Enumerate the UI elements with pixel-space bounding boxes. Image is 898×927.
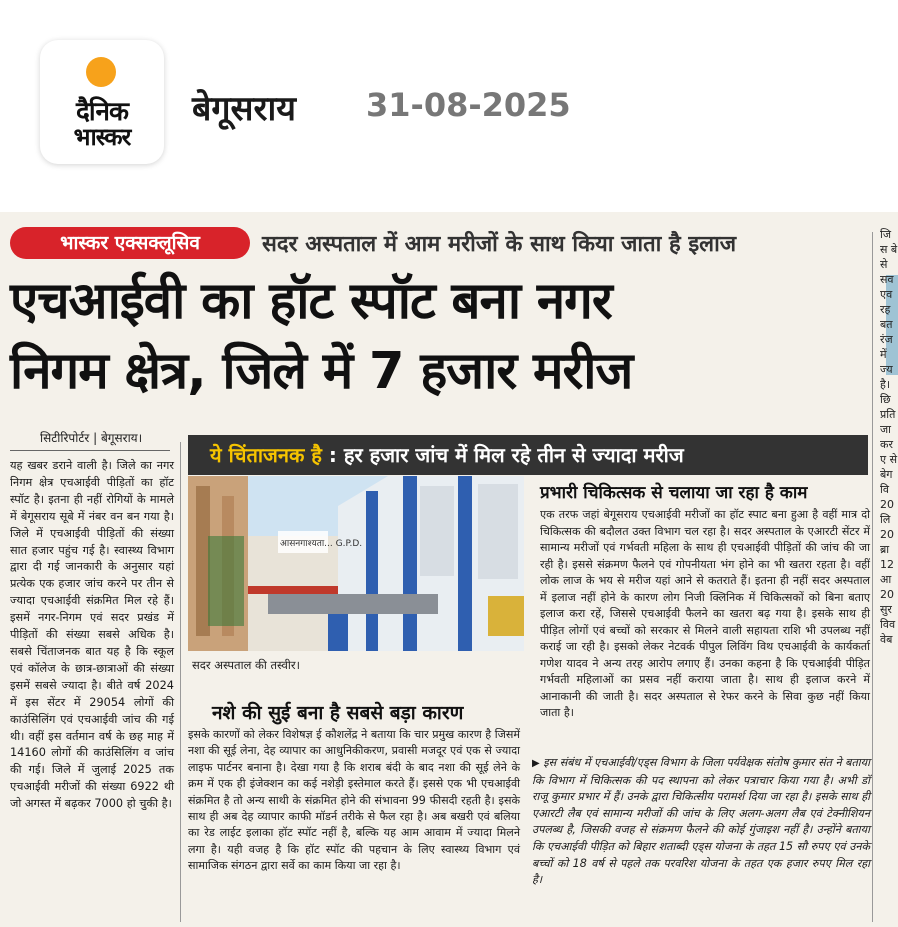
logo-text-line2: भास्कर — [73, 123, 131, 151]
hospital-photo — [188, 476, 524, 651]
edition-city: बेगूसराय — [192, 89, 296, 129]
newspaper-clipping — [0, 212, 898, 927]
subhead-text: : हर हजार जांच में मिल रहे तीन से ज्यादा मरीज — [328, 443, 684, 467]
headline — [10, 267, 880, 407]
right-column-body-2-text: इस संबंध में एचआईवी/एड्स विभाग के जिला पर्यवेक्षक संतोष कुमार संत ने बताया कि विभाग में चिकित्सक की पद स्थापना को लेकर पत्राचार किया गया है। अभी डॉ राजू कुमार प्रभार में हैं। उनके द्वारा चिकित्सीय परामर्श दिया जा रहा है। इसके साथ ही एआरटी लैब एवं सामान्य मरीजों की जांच के लिए अलग-अलग लैब एवं टेक्नीशियन उपलब्ध है, जिसकी वजह से संक्रमण फैलने की कोई गुंजाइश नहीं है। उन्होंने बताया कि एचआईवी पीड़ित को बिहार शताब्दी एड्स योजना के तहत 15 सौ रुपए एवं उनके बच्चों को 18 वर्ष से पहले तक परवरिश योजना के तहत एक हजार रुपए मिल रहा है। — [532, 756, 870, 887]
photo-caption: सदर अस्पताल की तस्वीर। — [192, 658, 300, 672]
right-section-heading: प्रभारी चिकित्सक से चलाया जा रहा है काम — [540, 483, 808, 503]
exclusive-badge: भास्कर एक्सक्लूसिव — [10, 227, 250, 259]
headline-line-1: एचआईवी का हॉट स्पॉट बना नगर — [10, 272, 612, 331]
column-divider — [180, 442, 181, 922]
subhead-bar — [188, 435, 868, 475]
right-column-body-2 — [532, 755, 870, 889]
edition-date: 31-08-2025 — [366, 86, 571, 124]
column-divider — [872, 232, 873, 922]
left-column-body: यह खबर डराने वाली है। जिले का नगर निगम क्षेत्र एचआईवी पीड़ितों का हॉट स्पॉट है। इतना ही नहीं रोगियों के मामले में बेगूसराय सूबे में नंबर वन बन गया है। जिले में एचआईवी पीड़ितों की संख्या सात हजार पहुंच गई है। स्वास्थ्य विभाग द्वारा दी गई जानकारी के अनुसार यहां प्रत्येक एक हजार जांच करने पर तीन से ज्यादा एचआईवी संक्रमित मिल रहे हैं। इसमें नगर-निगम एवं सदर प्रखंड में पीड़ितों की संख्या सबसे अधिक है। सबसे चिंताजनक बात यह है कि स्कूल एवं कॉलेज के छात्र-छात्राओं की संख्या इसमें सबसे ज्यादा है। बीते वर्ष 2024 में इस सेंटर में 29054 लोगों की काउंसिलिंग एवं एचआईवी जांच की गई थी। वहीं इस वर्तमान वर्ष के छह माह में 14160 लोगों की काउंसिलिंग व जांच की गई। जिले में जुलाई 2025 तक एचआईवी मरीजों की संख्या 6922 थी जो अगस्त में बढ़कर 7000 हो चुकी है। — [10, 459, 174, 811]
right-column-body: एक तरफ जहां बेगूसराय एचआईवी मरीजों का हॉट स्पाट बना हुआ है वहीं मात्र दो चिकित्सक की बदौलत उक्त विभाग चल रहा है। सदर अस्पताल के एआरटी सेंटर में सामान्य मरीजों एवं गर्भवती महिला के साथ ही एचआईवी पीड़ितों की जांच की जा रही है। इससे संक्रमण फैलने एवं गोपनीयता भंग होने का भी खतरा रहता है। वहीं लोक लाज के भय से मरीज यहां आने से कतराते हैं। इतना ही नहीं सदर अस्पताल में इलाज नहीं होने के कारण लोग निजी क्लिनिक में चिकित्सकों को बिना बताए इलाज करा रहें, जिससे एचआईवी फैलने का खतरा बढ़ गया है। इसके साथ ही पीड़ित लोगों एवं बच्चों को सरकार से मिलने वाली सहायता राशि भी उपलब्ध नहीं कराई जा रही है। इसको लेकर नेटवर्क पीपुल लिविंग विथ एचआईवी के कार्यकर्ता गणेश यादव ने अन्य तरह आरोप लगाए हैं। उनका कहना है कि एचआईवी पीड़ित गर्भवती महिलाओं का प्रसव नहीं कराया जाता है। साथ ही इलाज करने में आनाकानी की जाती है। सदर अस्पताल से रेफर करने के सिवा कुछ नहीं किया जाता है। — [540, 508, 870, 719]
sun-icon — [86, 57, 116, 87]
dainik-bhaskar-logo[interactable] — [40, 40, 164, 164]
photo-sign-text: आसनगाश्यता... G.P.D. — [280, 539, 363, 549]
section-heading: नशे की सुई बना है सबसे बड़ा कारण — [212, 702, 464, 724]
header-bar — [0, 0, 898, 200]
logo-text-line1: दैनिक — [76, 97, 128, 127]
divider — [10, 450, 170, 451]
middle-column-body: इसके कारणों को लेकर विशेषज्ञ ई कौशलेंद्र ने बताया कि चार प्रमुख कारण है जिसमें नशा की सूई लेना, देह व्यापार का आधुनिकीकरण, प्रवासी मजदूर एवं एक से ज्यादा लाइफ पार्टनर बनाना है। देखा गया है कि शराब बंदी के बाद नशा की सूई लेने के क्रम में एक ही इंजेक्शन का कई नशेड़ी इस्तेमाल करते हैं। इससे एक भी एचआईवी संक्रमित है तो अन्य साथी के संक्रमित होने की संभावना 99 फीसदी रहती है। इसके साथ ही अब देह व्यापार काफी मॉडर्न तरीके से फैल रहा है। अब बखरी एवं बलिया का रेड लाईट इलाका हॉट स्पॉट नहीं है, बल्कि यह आम आवाम में ज्यादा मिलने लगा है। यही वजह है कि हॉट स्पॉट की पहचान के लिए स्वास्थ्य विभाग एवं सामाजिक संगठन द्वारा सर्वे का काम किया जा रहा है। — [188, 728, 520, 873]
triangle-bullet-icon: ▶ — [532, 758, 540, 769]
kicker-text: सदर अस्पताल में आम मरीजों के साथ किया जाता है इलाज — [262, 232, 737, 257]
subhead-highlight: ये चिंताजनक है — [210, 443, 322, 467]
byline: सिटीरिपोर्टर | बेगूसराय। — [40, 431, 143, 445]
headline-line-2: निगम क्षेत्र, जिले में 7 हजार मरीज — [10, 342, 633, 401]
hospital-building-image — [188, 476, 524, 651]
adjacent-article-edge: जि स बे से सव एव रह बत रंज में ज्य है। छि प्रति जा कर ए से बेग वि 20 लि 20 ब्रा 12 आ 20 सुर विव वेब — [880, 228, 898, 646]
